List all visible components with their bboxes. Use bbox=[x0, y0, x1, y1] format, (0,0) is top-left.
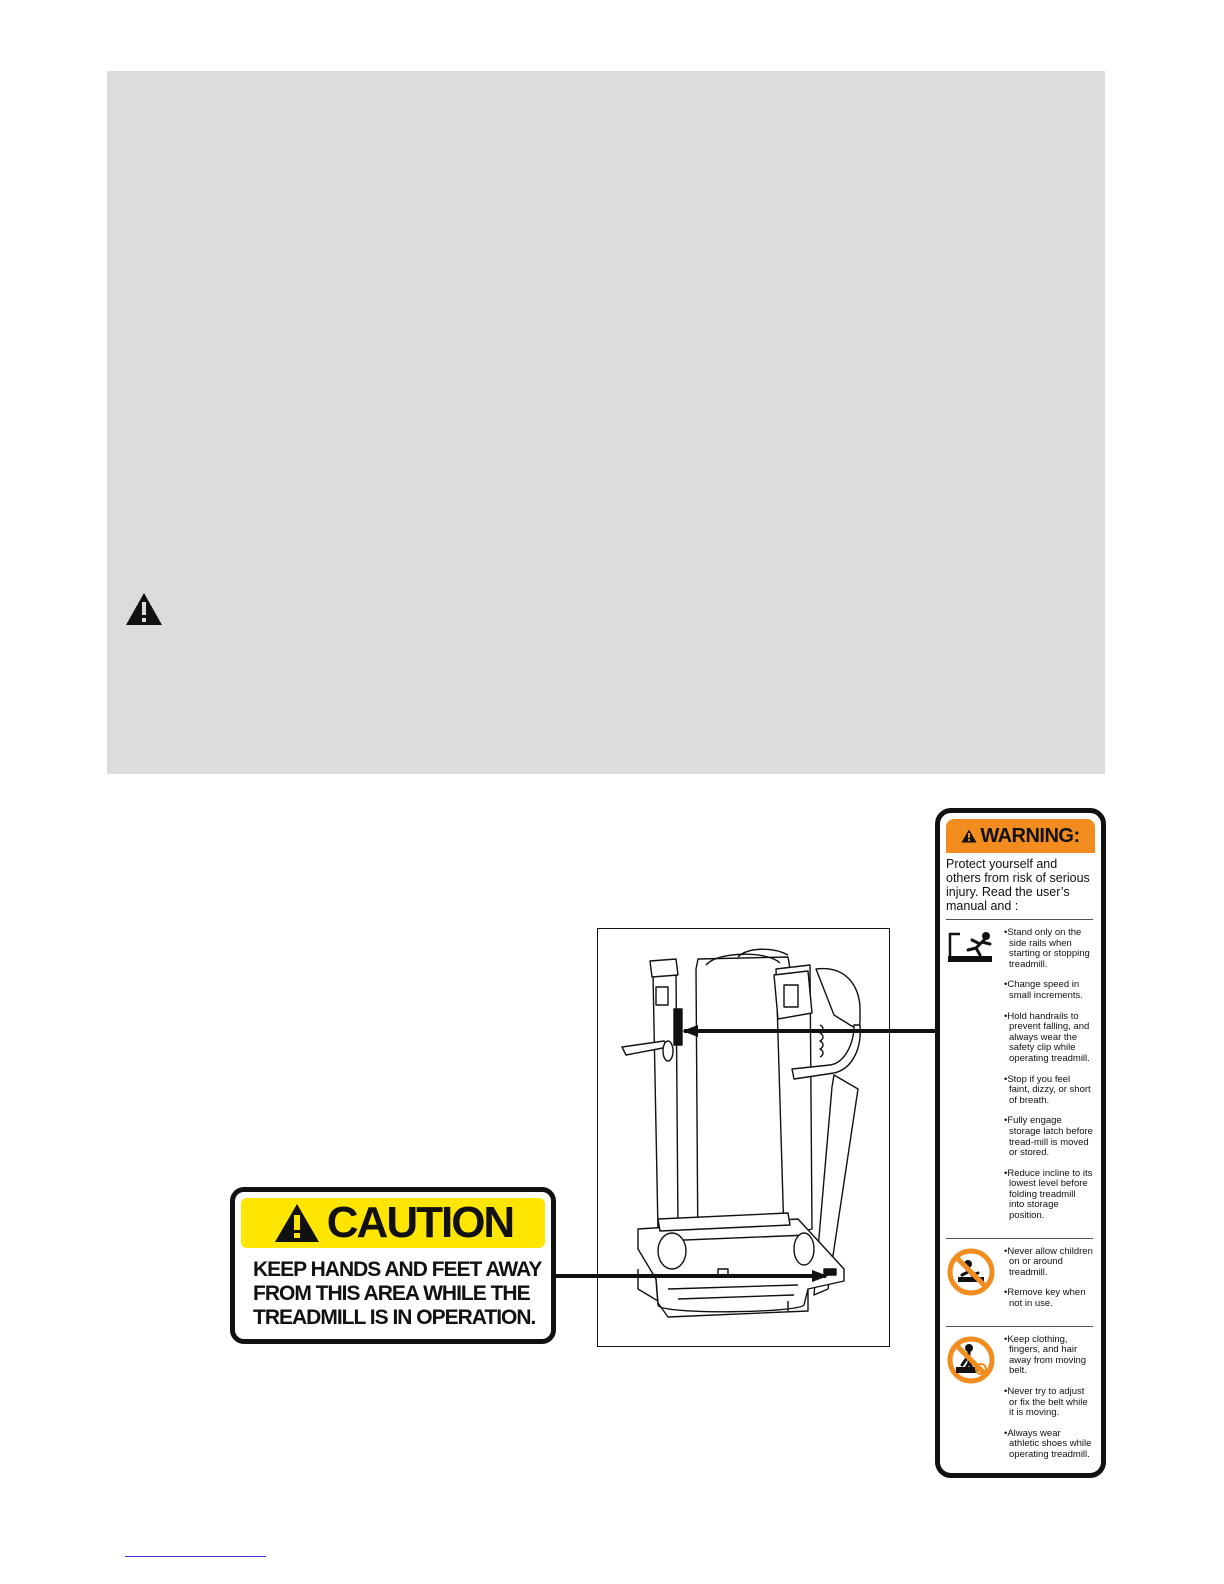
warning-label bbox=[935, 808, 1106, 1478]
folded-treadmill-illustration bbox=[598, 929, 888, 1345]
warning-list-children bbox=[1004, 1247, 1093, 1320]
treadmill-drawing-frame bbox=[597, 928, 890, 1347]
warning-intro: Protect yourself and others from risk of serious injury. Read the user’s manual and : bbox=[946, 857, 1090, 913]
no-children-icon bbox=[946, 1247, 996, 1297]
caution-line: KEEP HANDS AND FEET AWAY bbox=[253, 1258, 542, 1281]
warning-item: • Never allow children on or around treadmill. bbox=[1004, 1247, 1093, 1279]
warning-triangle-small-icon bbox=[961, 829, 977, 843]
warning-item: • Change speed in small increments. bbox=[1004, 980, 1093, 1001]
caution-text bbox=[235, 1254, 551, 1330]
caution-header bbox=[241, 1198, 545, 1248]
caution-line: FROM THIS AREA WHILE THE bbox=[253, 1282, 530, 1305]
warning-section-belt bbox=[946, 1326, 1093, 1471]
caution-title: CAUTION bbox=[326, 1198, 514, 1247]
warning-section-usage bbox=[946, 919, 1093, 1232]
warning-title: WARNING: bbox=[980, 824, 1080, 847]
warning-item: • Reduce incline to its lowest level before folding treadmill into storage position. bbox=[1004, 1169, 1093, 1222]
falling-person-icon bbox=[946, 928, 994, 964]
warning-header bbox=[946, 819, 1095, 853]
warning-item: • Always wear athletic shoes while operating treadmill. bbox=[1004, 1429, 1093, 1461]
warning-triangle-icon bbox=[125, 592, 163, 626]
footer-link-underline[interactable] bbox=[125, 1556, 266, 1557]
warning-item: • Stop if you feel faint, dizzy, or short of breath. bbox=[1004, 1075, 1093, 1107]
warning-item: • Hold handrails to prevent falling, and always wear the safety clip while operating treadmill. bbox=[1004, 1012, 1093, 1065]
warning-item: • Stand only on the side rails when starting or stopping treadmill. bbox=[1004, 928, 1093, 970]
warning-item: • Remove key when not in use. bbox=[1004, 1288, 1093, 1309]
warning-item: • Keep clothing, fingers, and hair away from moving belt. bbox=[1004, 1335, 1093, 1377]
warning-list-usage bbox=[1004, 928, 1093, 1232]
warning-item: • Fully engage storage latch before tread-mill is moved or stored. bbox=[1004, 1116, 1093, 1158]
warning-section-children bbox=[946, 1238, 1093, 1320]
warning-list-belt bbox=[1004, 1335, 1093, 1471]
warning-text-panel bbox=[107, 71, 1105, 774]
caution-label bbox=[230, 1187, 556, 1344]
no-hands-belt-icon bbox=[946, 1335, 996, 1385]
warning-item: • Never try to adjust or fix the belt while it is moving. bbox=[1004, 1387, 1093, 1419]
caution-triangle-icon bbox=[273, 1202, 321, 1244]
caution-line: TREADMILL IS IN OPERATION. bbox=[253, 1306, 536, 1329]
